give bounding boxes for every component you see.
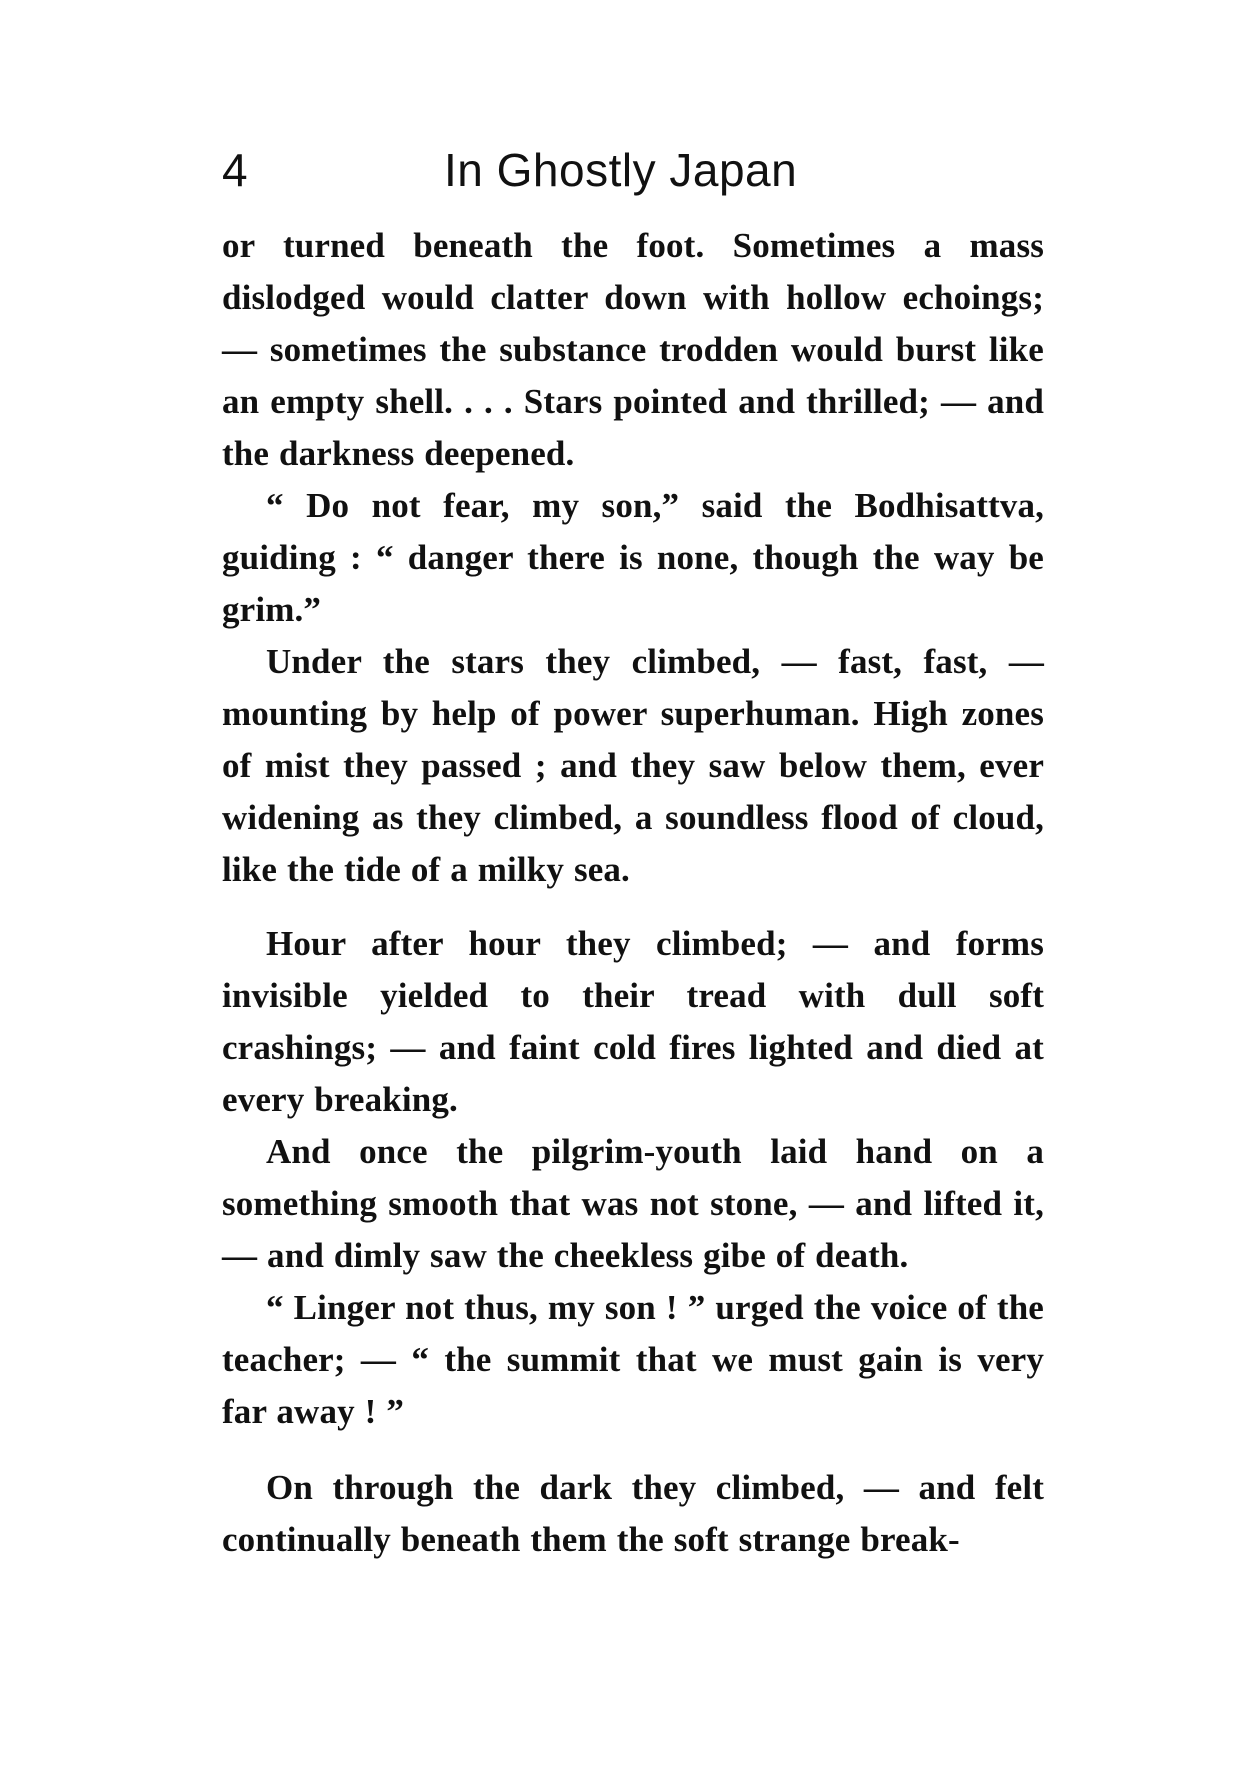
paragraph: “ Linger not thus, my son ! ” urged the voice of the teacher; — “ the summit that we must gain is very far away ! ”	[222, 1288, 1044, 1431]
page-number: 4	[222, 144, 249, 196]
running-title: In Ghostly Japan	[444, 144, 798, 196]
paragraph: Hour after hour they climbed; — and forms invisible yielded to their tread with dull soft crashings; — and faint cold fires lighted and died at every breaking.	[222, 924, 1044, 1119]
paragraph: or turned beneath the foot. Sometimes a mass dislodged would clatter down with hollow echoings; — sometimes the substance trodden would burst like an empty shell. . . . Stars pointed and thrilled; — and the darkness deepened.	[222, 226, 1044, 473]
paragraph: Under the stars they climbed, — fast, fast, — mounting by help of power superhuman. High zones of mist they passed ; and they saw below them, ever widening as they climbed, a soundless flood of cloud, like the tide of a milky sea.	[222, 642, 1044, 889]
paragraph: And once the pilgrim-youth laid hand on a something smooth that was not stone, — and lifted it, — and dimly saw the cheekless gibe of death.	[222, 1132, 1044, 1275]
paragraph: “ Do not fear, my son,” said the Bodhisattva, guiding : “ danger there is none, though the way be grim.”	[222, 486, 1044, 629]
body-text	[222, 220, 1044, 1566]
paragraph: On through the dark they climbed, — and felt continually beneath them the soft strange break-	[222, 1468, 1044, 1559]
running-head	[222, 140, 1044, 200]
